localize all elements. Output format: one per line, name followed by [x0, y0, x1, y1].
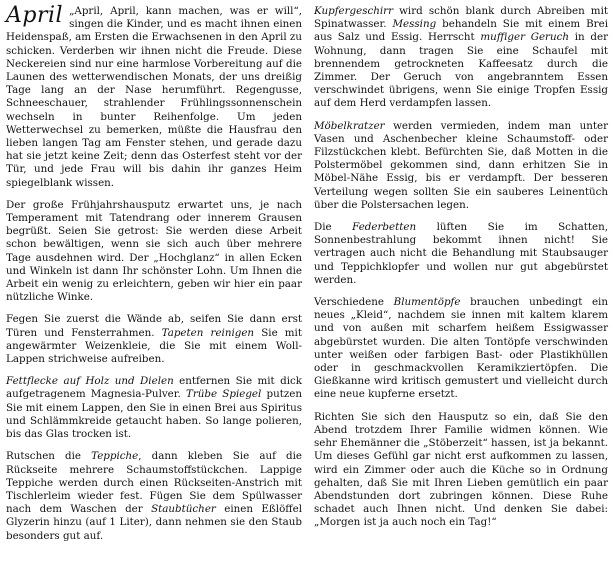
body-text: Fegen Sie zuerst die Wände ab, seifen Sie dann erst Türen und Fensterrahmen. [6, 313, 302, 339]
article-title: April [6, 3, 64, 28]
paragraph-grease-mirrors [6, 375, 302, 441]
body-text: putzen Sie mit einem Lappen, den Sie in einen Brei aus Spiritus und Schlämmkreide getaucht haben. So lange polieren, bis das Glas trocken ist. [6, 388, 302, 441]
keyword-text: Staubtücher [151, 503, 216, 516]
keyword-text: Federbetten [352, 221, 417, 234]
body-text: „April, April, kann machen, was er will“, singen die Kinder, und es macht ihnen einen Heidenspaß, am Ersten die Erwachsenen in den April zu schicken. Verderben wir ihnen nicht die Freude. Diese Neckereien sind nur eine harmlose Vorbereitung auf die Launen des wetterwendischen Monats, der uns dreißig Tage lang an der Nase herumführt. Regengusse, Schneeschauer, strahlender Frühlingssonnenschein wechseln in bunter Reihenfolge. Um jeden Wetterwechsel zu bemerken, müßte die Hausfrau den lieben langen Tag am Fenster stehen, und gerade dazu hat sie jetzt keine Zeit; denn das Osterfest steht vor der Tür, und jede Frau will bis dahin ihr ganzes Heim spiegelblank wissen. [6, 5, 302, 189]
keyword-text: Kupfergeschirr [314, 5, 394, 17]
keyword-text: Messing [392, 18, 437, 31]
keyword-text: Blumentöpfe [393, 296, 461, 309]
body-text: brauchen unbedingt ein neues „Kleid“, nachdem sie innen mit kaltem klarem und von außen mit scharfem heißem Essigwasser abgebürstet wurden. Die alten Tontöpfe verschwinden unter weißen oder farbigen Bast- oder Plastikhüllen oder in geschmackvollen Keramikziertöpfen. Die Gießkanne wird kritisch gemustert und vielleicht durch eine neue kupferne ersetzt. [314, 296, 608, 401]
keyword-text: Tapeten reinigen [161, 326, 255, 339]
body-text: einen Eßlöffel Glyzerin hinzu (auf 1 Liter), dann nehmen sie den Staub besonders gut auf. [6, 503, 302, 542]
body-text: , dann kleben Sie auf die Rückseite mehrere Schaumstoffstückchen. Lappige Teppiche werden durch einen Rückseiten-Anstrich mit Tischlerleim wieder fest. Fügen Sie dem Spülwasser nach dem Waschen der [6, 450, 302, 516]
paragraph-walls-wallpaper [6, 313, 302, 366]
body-text: wird schön blank durch Abreiben mit Spinatwasser. [314, 5, 608, 31]
paragraph-family-evening [314, 411, 608, 530]
paragraph-spring-cleaning [6, 199, 302, 305]
keyword-text: muffiger Geruch [480, 31, 570, 44]
body-text: entfernen Sie mit dick aufgetragenem Magnesia-Pulver. [6, 375, 302, 401]
right-column [314, 5, 608, 539]
intro-paragraph [6, 5, 302, 190]
body-text: Die [314, 221, 353, 234]
body-text: werden vermieden, indem man unter Vasen und Aschenbecher kleine Schaumstoff- oder Filzstückchen klebt. Befürchten Sie, daß Motten in die Polstermöbel gekommen sind, dann erhitzen Sie in Möbel-Nähe Essig, bis er verdampft. Der besseren Verteilung wegen sollten Sie ein sauberes Leinentüch über die Polstersachen legen. [314, 119, 608, 211]
keyword-text: Fettflecke auf Holz und Dielen [6, 375, 174, 388]
body-text: behandeln Sie mit einem Brei aus Salz und Essig. Herrscht [314, 18, 608, 44]
body-text: Verschiedene [314, 296, 394, 309]
left-column [6, 5, 302, 552]
paragraph-flowerpots [314, 296, 608, 402]
body-text: Der große Frühjahrshausputz erwartet uns, je nach Temperament mit Tatendrang oder innerem Grausen begrüßt. Seien Sie getrost: Sie werden diese Arbeit schon bewältigen, wenn sie sich auch über mehrere Tage ausdehnen wird. Der „Hochglanz“ in allen Ecken und Winkeln ist dann Ihr schönster Lohn. Um Ihnen die Arbeit ein wenig zu erleichtern, geben wir hier ein paar nützliche Winke. [6, 198, 302, 304]
keyword-text: Möbelkratzer [314, 119, 385, 132]
paragraph-copper-brass [314, 5, 608, 111]
body-text: in der Wohnung, dann tragen Sie eine Schaufel mit brennendem getrockneten Kaffeesatz durch die Zimmer. Der Geruch von angebranntem Essen verschwindet übrigens, wenn Sie einige Tropfen Essig auf dem Herd verdampfen lassen. [314, 31, 608, 110]
keyword-text: Teppiche [91, 450, 139, 463]
intro-text [6, 5, 302, 189]
body-text: Sie mit angewärmter Weizenkleie, die Sie mit einem Woll-Lappen strichweise aufreiben. [6, 326, 302, 366]
paragraph-furniture-scratches [314, 120, 608, 212]
body-text: lüften Sie im Schatten, Sonnenbestrahlung bekommt ihnen nicht! Sie vertragen auch nicht die Behandlung mit Staubsauger und Teppichklopfer und wollen nur gut abgebürstet werden. [314, 221, 608, 286]
body-text: Rutschen die [6, 450, 92, 463]
body-text: Richten Sie sich den Hausputz so ein, daß Sie den Abend trotzdem Ihrer Familie widmen können. Wie sehr Ehemänner die „Stöberzeit“ hassen, ist ja bekannt. Um dieses Gefühl gar nicht erst aufkommen zu lassen, wird ein Zimmer oder auch die Küche so in Ordnung gehalten, daß Sie mit Ihren Lieben gemütlich ein paar Abendstunden dort zubringen können. Diese Ruhe schadet auch Ihnen nicht. Und denken Sie dabei: „Morgen ist ja auch noch ein Tag!“ [314, 410, 608, 529]
paragraph-featherbeds [314, 221, 608, 287]
keyword-text: Trübe Spiegel [186, 388, 262, 401]
paragraph-carpets-dustcloths [6, 450, 302, 542]
